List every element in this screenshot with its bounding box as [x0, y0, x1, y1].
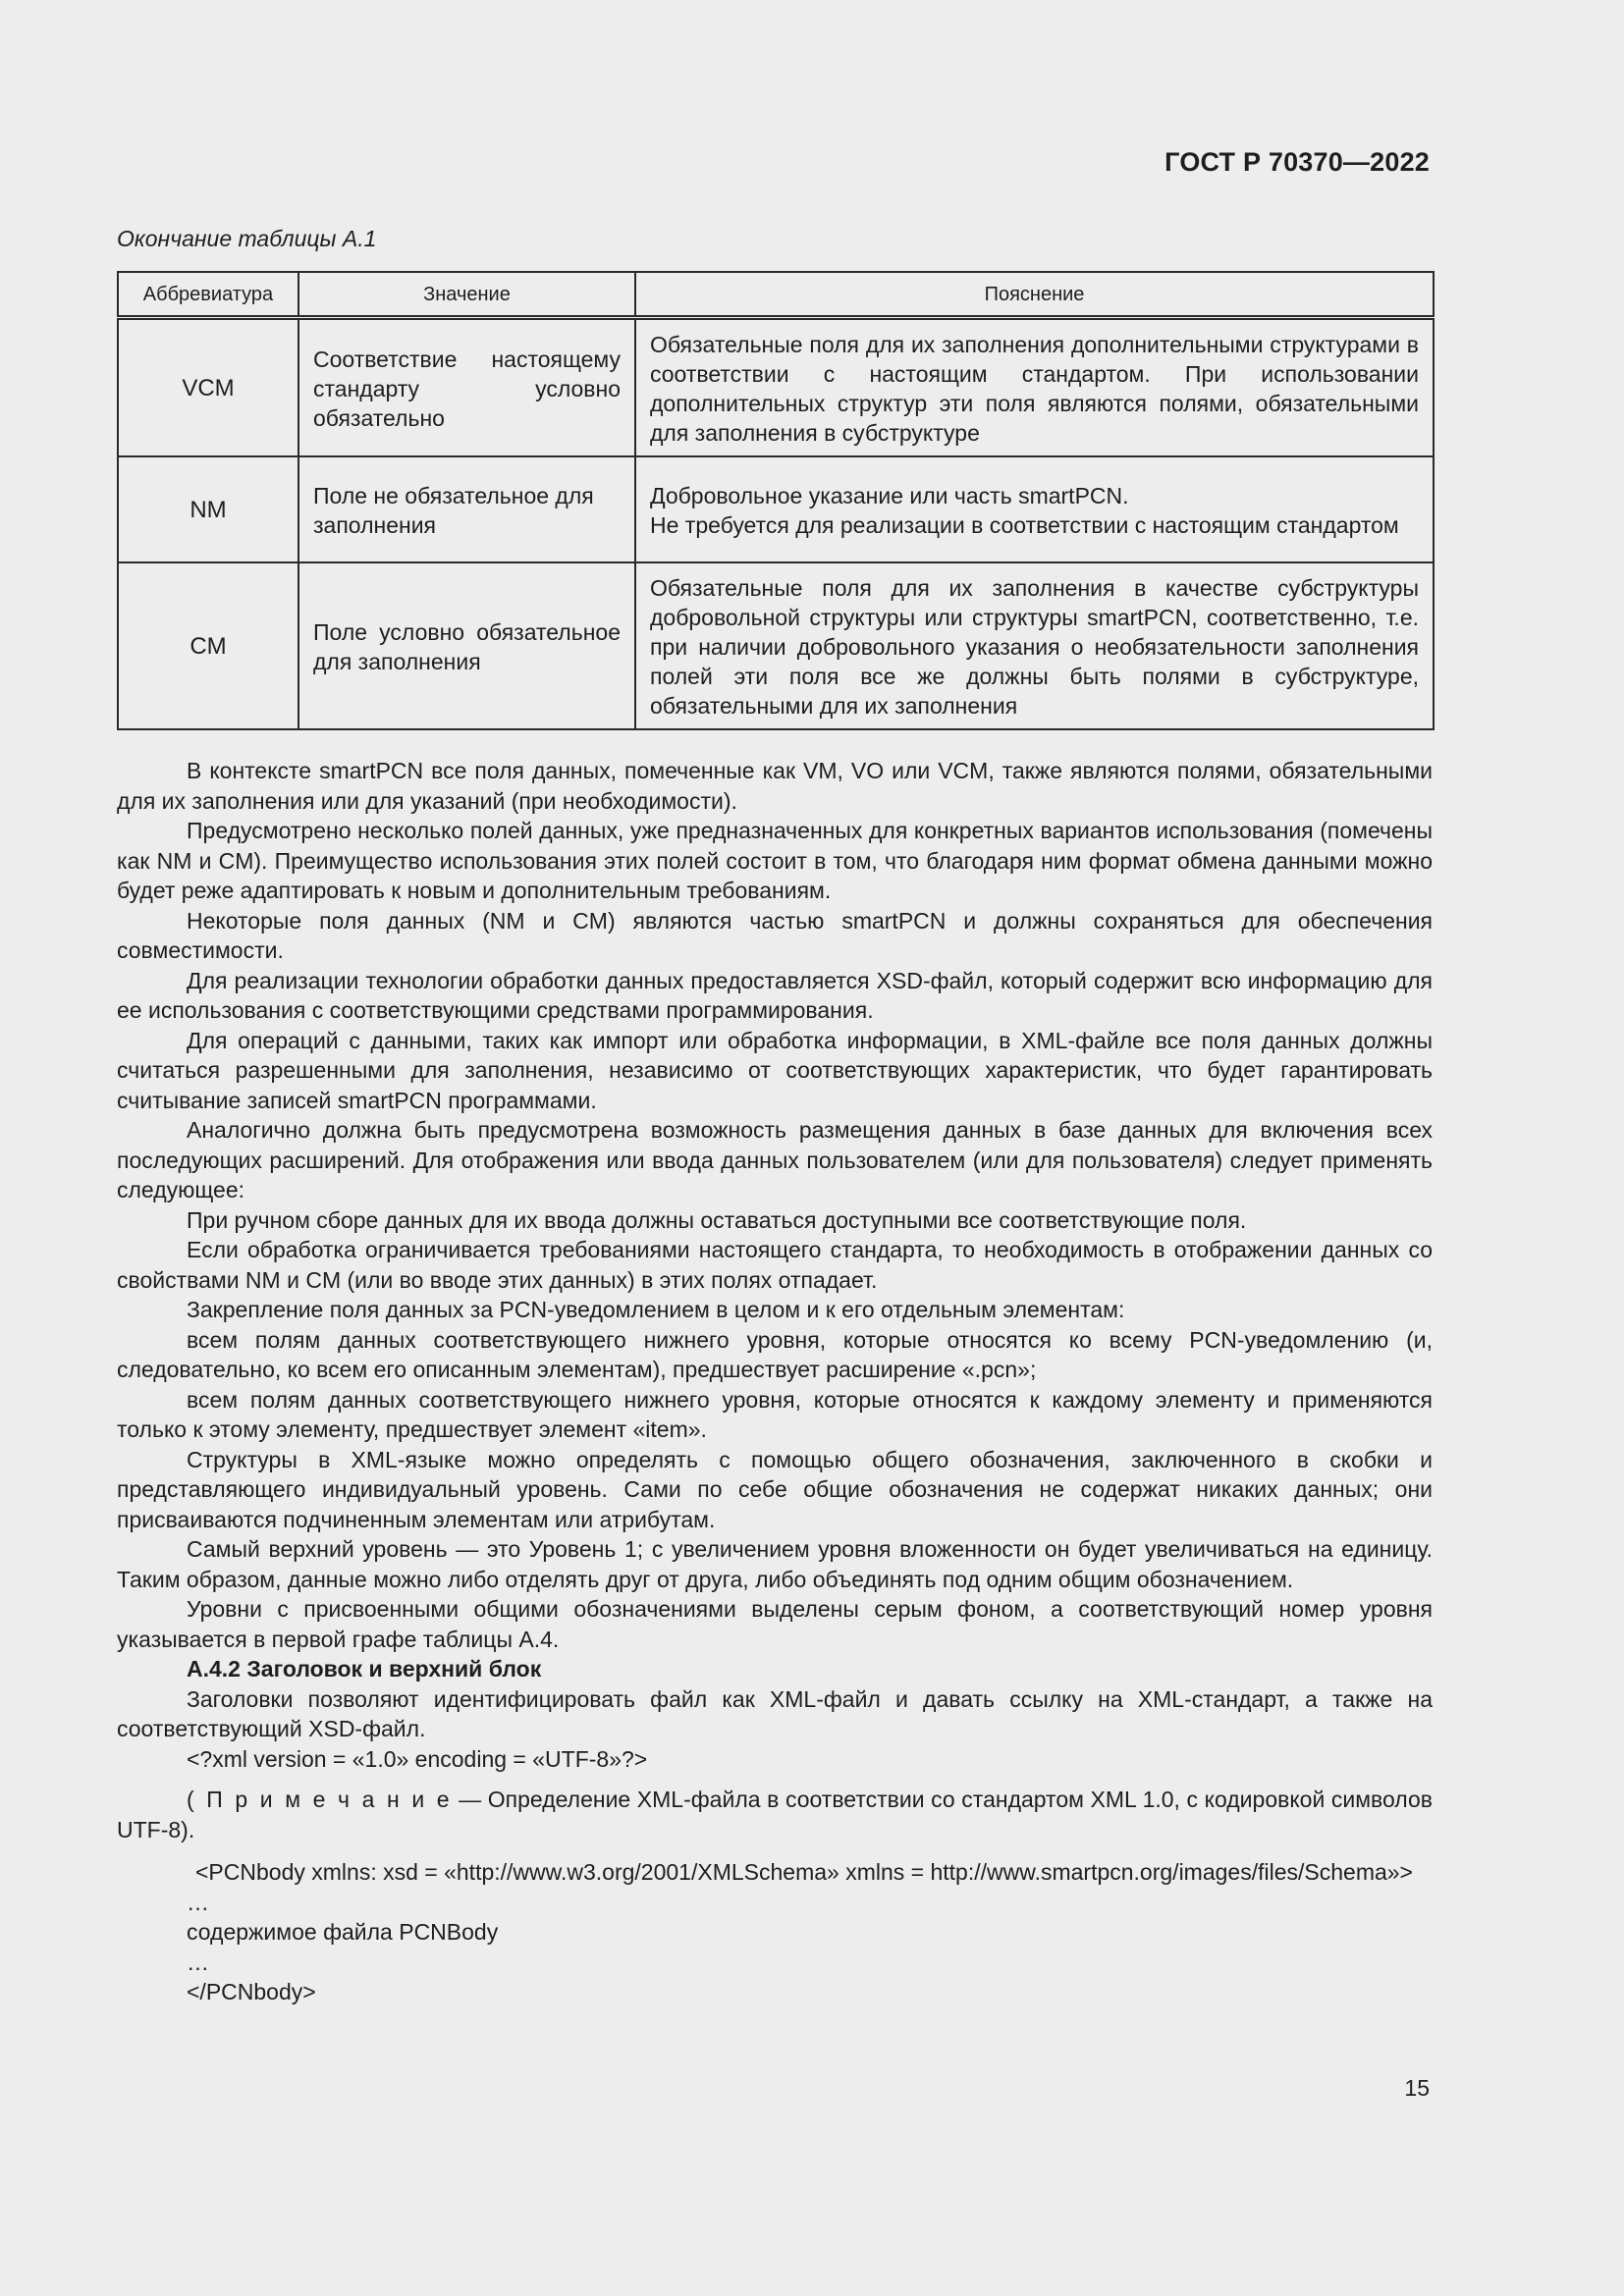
paragraph: Некоторые поля данных (NM и CM) являются частью smartPCN и должны сохраняться для обеспечения совместимости. [117, 907, 1433, 963]
xml-declaration: <?xml version = «1.0» encoding = «UTF-8»?> [187, 1745, 648, 1772]
code-content: содержимое файла PCNBody [187, 1919, 499, 1945]
paragraph: Предусмотрено несколько полей данных, уже предназначенных для конкретных вариантов использования (помечены как NM и CM). Преимущество использования этих полей состоит в том, что благодаря ним формат обмена данными можно будет реже адаптировать к новым и дополнительным требованиям. [117, 818, 1433, 903]
explanation-line: Добровольное указание или часть smartPCN. [650, 482, 1129, 508]
header-explanation: Пояснение [635, 272, 1434, 318]
note-label: ( П р и м е ч а н и е [187, 1787, 453, 1812]
note-paragraph [117, 1785, 1433, 1844]
explanation-line: Не требуется для реализации в соответствии с настоящим стандартом [650, 511, 1399, 538]
paragraph: Аналогично должна быть предусмотрена возможность размещения данных в базе данных для включения всех последующих расширений. Для отображения или ввода данных пользователем (или для пользователя) следует применять следующее: [117, 1117, 1433, 1202]
paragraph: Если обработка ограничивается требованиями настоящего стандарта, то необходимость в отображении данных со свойствами NM и CM (или во вводе этих данных) в этих полях отпадает. [117, 1237, 1433, 1293]
paragraph: всем полям данных соответствующего нижнего уровня, которые относятся к каждому элементу и применяются только к этому элементу, предшествует элемент «item». [117, 1386, 1433, 1442]
paragraph: При ручном сборе данных для их ввода должны оставаться доступными все соответствующие поля. [187, 1206, 1247, 1233]
section-heading: А.4.2 Заголовок и верхний блок [187, 1656, 542, 1682]
table-caption: Окончание таблицы А.1 [117, 226, 377, 251]
abbreviations-table [117, 271, 1435, 730]
paragraph: Структуры в XML-языке можно определять с помощью общего обозначения, заключенного в скобки и представляющего индивидуальный уровень. Сами по себе общие обозначения не содержат никаких данных; они присваиваются подчиненным элементам или атрибутам. [117, 1446, 1433, 1532]
table-header-row [118, 272, 1434, 318]
abbr-cell: VCM [118, 318, 298, 456]
header-value: Значение [298, 272, 635, 318]
page-number: 15 [1404, 2075, 1430, 2101]
paragraph: Для операций с данными, таких как импорт или обработка информации, в XML-файле все поля данных должны считаться разрешенными для заполнения, независимо от соответствующих характеристик, что будет гарантировать считывание записей smartPCN программами. [117, 1027, 1433, 1113]
body-text [117, 756, 1433, 2007]
paragraph: всем полям данных соответствующего нижнего уровня, которые относятся ко всему PCN-уведомлению (и, следовательно, ко всем его описанным элементам), предшествует расширение «.pcn»; [117, 1326, 1433, 1382]
code-ellipsis: … [187, 1889, 209, 1915]
value-cell: Поле не обязательное для заполнения [298, 456, 635, 562]
paragraph: Закрепление поля данных за PCN-уведомлением в целом и к его отдельным элементам: [187, 1297, 1125, 1322]
paragraph: Уровни с присвоенными общими обозначениями выделены серым фоном, а соответствующий номер уровня указывается в первой графе таблицы А.4. [117, 1596, 1433, 1652]
abbr-cell: NM [118, 456, 298, 562]
header-abbreviation: Аббревиатура [118, 272, 298, 318]
explanation-cell [635, 456, 1434, 562]
explanation-cell: Обязательные поля для их заполнения дополнительными структурами в соответствии с настоящим стандартом. При использовании дополнительных структур эти поля являются полями, обязательными для заполнения в субструктуре [635, 318, 1434, 456]
value-cell: Поле условно обязательное для заполнения [298, 562, 635, 729]
code-root-open: <PCNbody xmlns: xsd = «http://www.w3.org/2001/XMLSchema» xmlns = http://www.smartpcn.org/images/files/Schema»> [195, 1859, 1413, 1885]
table-row [118, 562, 1434, 729]
table-row [118, 456, 1434, 562]
paragraph: Заголовки позволяют идентифицировать файл как XML-файл и давать ссылку на XML-стандарт, а также на соответствующий XSD-файл. [117, 1685, 1433, 1741]
value-cell: Соответствие настоящему стандарту условно обязательно [298, 318, 635, 456]
explanation-cell: Обязательные поля для их заполнения в качестве субструктуры добровольной структуры или структуры smartPCN, соответственно, т.е. при наличии добровольного указания о необязательности заполнения полей эти поля все же должны быть полями в субструктуре, обязательными для их заполнения [635, 562, 1434, 729]
document-id-header: ГОСТ Р 70370—2022 [1164, 147, 1430, 177]
paragraph: Самый верхний уровень — это Уровень 1; с увеличением уровня вложенности он будет увеличиваться на единицу. Таким образом, данные можно либо отделять друг от друга, либо объединять под одним общим обозначением. [117, 1536, 1433, 1592]
abbr-cell: CM [118, 562, 298, 729]
paragraph: Для реализации технологии обработки данных предоставляется XSD-файл, который содержит всю информацию для ее использования с соответствующими средствами программирования. [117, 967, 1433, 1023]
code-root-close: </PCNbody> [187, 1979, 316, 2004]
code-ellipsis: … [187, 1949, 209, 1975]
table-row [118, 318, 1434, 456]
paragraph: В контексте smartPCN все поля данных, помеченные как VM, VO или VCM, также являются полями, обязательными для их заполнения или для указаний (при необходимости). [117, 758, 1433, 814]
note-text: — Определение XML-файла в соответствии со стандартом XML 1.0, с кодировкой символов UTF-8). [117, 1787, 1433, 1842]
